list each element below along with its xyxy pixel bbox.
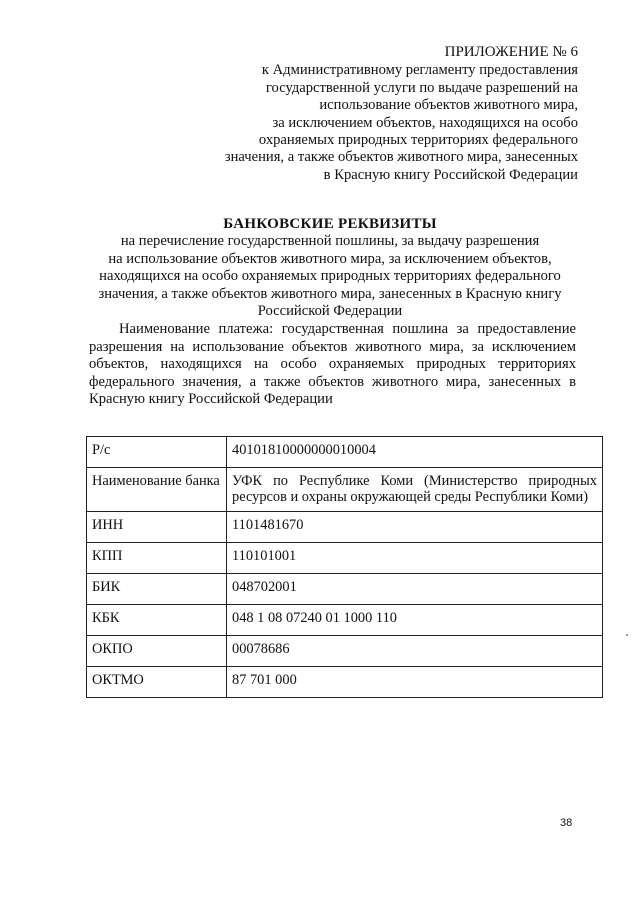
requisite-label: КБК (87, 604, 227, 635)
table-row (87, 511, 603, 542)
table-row (87, 468, 603, 512)
requisite-label: Р/с (87, 437, 227, 468)
appendix-line: государственной услуги по выдаче разрешений на (265, 79, 578, 96)
heading-line: на использование объектов животного мира, за исключением объектов, (108, 250, 552, 267)
table-row (87, 666, 603, 697)
table-row (87, 635, 603, 666)
requisite-label: ОКТМО (87, 666, 227, 697)
payment-name-paragraph: Наименование платежа: государственная пошлина за предоставление разрешения на использование объектов животного мира, за исключением объектов, находящихся на особо охраняемых природных территориях федерального значения, а также объектов животного мира, занесенных в Красную книгу Российской Федерации (89, 321, 576, 408)
requisite-label: ИНН (87, 511, 227, 542)
requisite-value: 048702001 (227, 573, 603, 604)
page-number: 38 (560, 817, 573, 829)
heading-line: на перечисление государственной пошлины, за выдачу разрешения (120, 233, 540, 250)
heading-line: Российской Федерации (257, 303, 403, 320)
requisite-value: 048 1 08 07240 01 1000 110 (227, 604, 603, 635)
appendix-block (198, 44, 578, 184)
appendix-line: к Административному регламенту предоставления (261, 62, 578, 79)
appendix-title: ПРИЛОЖЕНИЕ № 6 (444, 44, 578, 60)
document-heading (80, 216, 580, 320)
requisite-value: 00078686 (227, 635, 603, 666)
requisite-label: ОКПО (87, 635, 227, 666)
table-row (87, 542, 603, 573)
table-row (87, 604, 603, 635)
heading-line: значения, а также объектов животного мира, занесенных в Красную книгу (98, 285, 562, 302)
appendix-line: использование объектов животного мира, (319, 97, 578, 114)
appendix-line: охраняемых природных территориях федерального (258, 132, 578, 149)
requisite-value: 1101481670 (227, 511, 603, 542)
requisite-value: УФК по Республике Коми (Министерство природных ресурсов и охраны окружающей среды Республики Коми) (227, 468, 603, 512)
table-row (87, 437, 603, 468)
appendix-line: за исключением объектов, находящихся на особо (272, 114, 578, 131)
requisite-value: 40101810000000010004 (227, 437, 603, 468)
table-row (87, 573, 603, 604)
document-title: БАНКОВСКИЕ РЕКВИЗИТЫ (223, 216, 437, 232)
heading-line: находящихся на особо охраняемых природных территориях федерального (99, 268, 561, 285)
requisite-label: Наименование банка (87, 468, 227, 512)
scan-speck (626, 634, 628, 636)
appendix-line: в Красную книгу Российской Федерации (323, 166, 578, 183)
requisites-table (86, 436, 603, 698)
requisite-value: 87 701 000 (227, 666, 603, 697)
requisite-label: КПП (87, 542, 227, 573)
requisite-value: 110101001 (227, 542, 603, 573)
appendix-line: значения, а также объектов животного мира, занесенных (224, 149, 578, 166)
requisite-label: БИК (87, 573, 227, 604)
